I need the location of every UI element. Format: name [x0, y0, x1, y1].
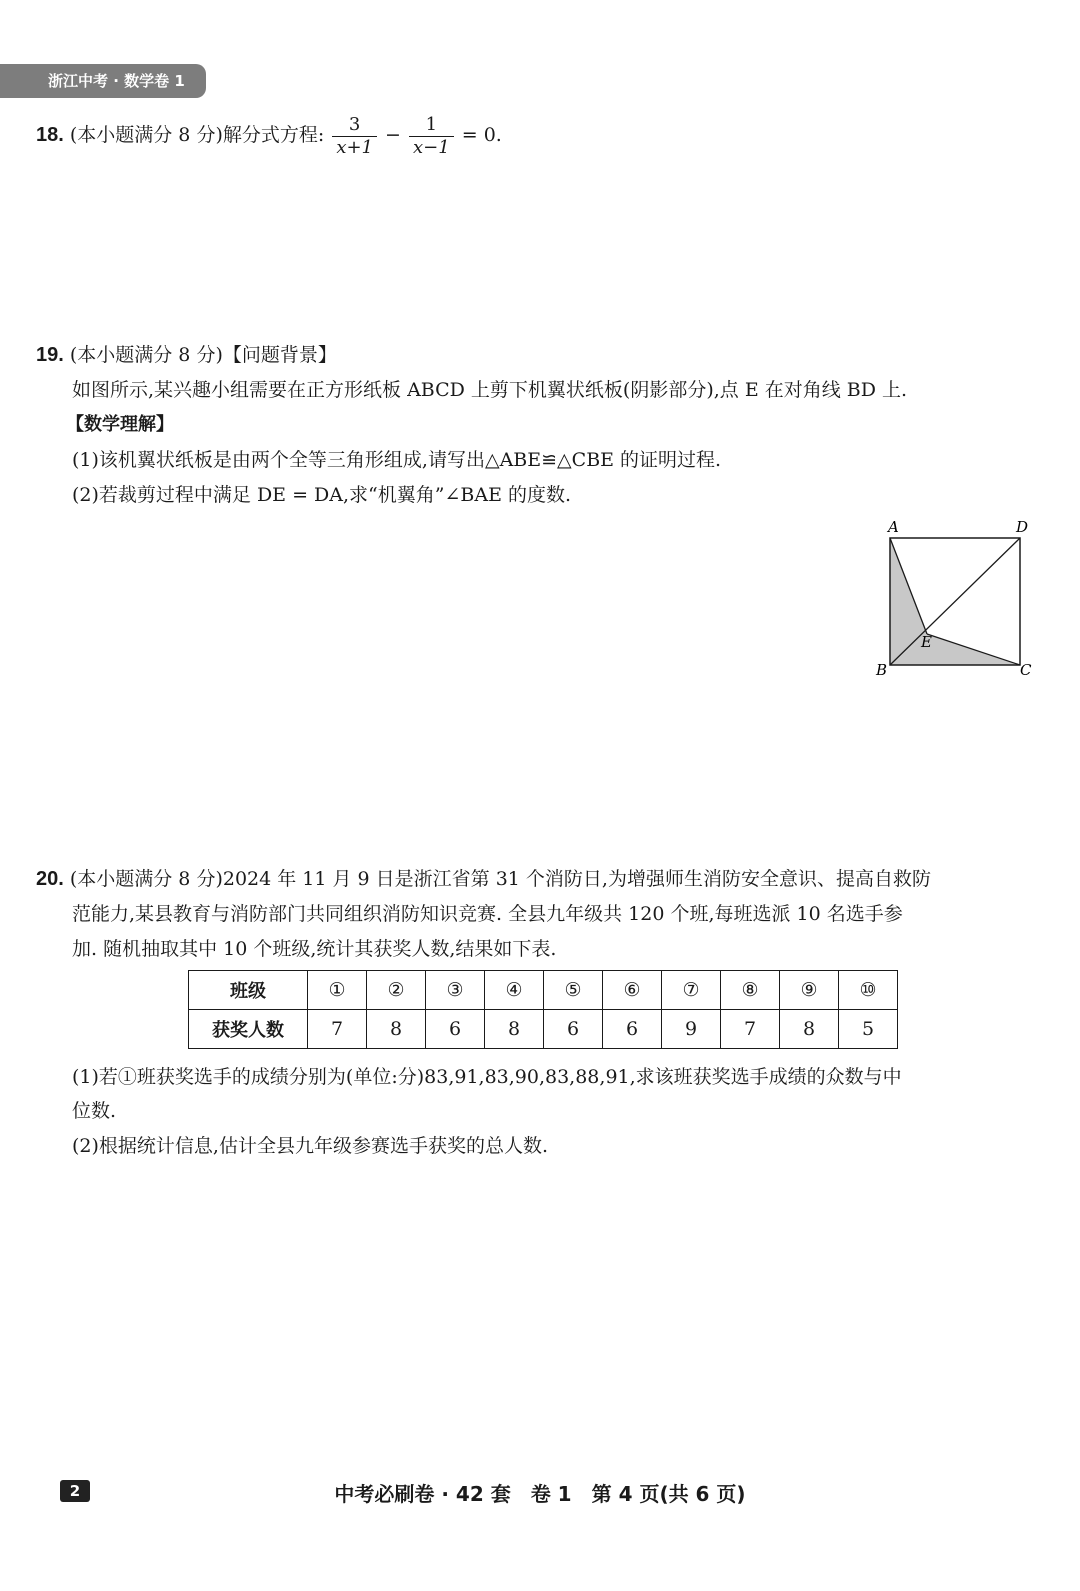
label-a: A: [888, 518, 899, 536]
table-cell: ⑦: [662, 971, 721, 1010]
label-b: B: [876, 661, 888, 679]
question-20-line1: [36, 867, 931, 891]
table-cell: ⑧: [721, 971, 780, 1010]
table-cell: 7: [721, 1010, 780, 1049]
page-badge: 2: [60, 1480, 90, 1502]
table-cell: ⑤: [544, 971, 603, 1010]
fraction-1-numerator: 3: [332, 114, 377, 137]
fraction-2: [409, 114, 454, 159]
label-d: D: [1016, 518, 1029, 536]
table-cell: ②: [367, 971, 426, 1010]
table-cell: ⑩: [839, 971, 898, 1010]
table-cell: ③: [426, 971, 485, 1010]
fraction-2-denominator: x−1: [413, 136, 450, 158]
label-c: C: [1020, 661, 1032, 679]
question-19-heading: (本小题满分 8 分)【问题背景】: [69, 344, 337, 366]
question-20-line3: 加. 随机抽取其中 10 个班级,统计其获奖人数,结果如下表.: [72, 938, 557, 960]
table-row-classes: [189, 971, 898, 1010]
question-number: 19.: [36, 344, 64, 366]
table-header-count: 获奖人数: [189, 1010, 308, 1049]
question-number: 20.: [36, 868, 64, 890]
footer-text: 中考必刷卷 · 42 套 卷 1 第 4 页(共 6 页): [334, 1482, 746, 1506]
table-cell: ④: [485, 971, 544, 1010]
question-18: [36, 110, 502, 160]
question-number: 18.: [36, 124, 64, 146]
table-cell: 5: [839, 1010, 898, 1049]
table-cell: ⑥: [603, 971, 662, 1010]
table-cell: 6: [426, 1010, 485, 1049]
fraction-2-numerator: 1: [409, 114, 454, 137]
table-cell: 6: [603, 1010, 662, 1049]
table-cell: 6: [544, 1010, 603, 1049]
fraction-1: [332, 114, 377, 159]
minus-sign: −: [385, 124, 401, 146]
question-20-line2: 范能力,某县教育与消防部门共同组织消防知识竞赛. 全县九年级共 120 个班,每班选派 10 名选手参: [72, 903, 903, 925]
label-e: E: [921, 633, 932, 651]
square-figure: [870, 515, 1040, 685]
table-cell: ①: [308, 971, 367, 1010]
award-table: [188, 970, 898, 1049]
header-tab: 浙江中考 · 数学卷 1: [0, 64, 206, 98]
equation-suffix: = 0.: [461, 124, 502, 146]
question-20-part2: (2)根据统计信息,估计全县九年级参赛选手获奖的总人数.: [72, 1135, 548, 1157]
table-cell: 8: [485, 1010, 544, 1049]
question-20-part1-cont: 位数.: [72, 1100, 117, 1122]
question-18-prefix: (本小题满分 8 分)解分式方程:: [69, 124, 325, 146]
table-cell: 8: [780, 1010, 839, 1049]
question-19-section: 【数学理解】: [66, 414, 174, 435]
table-cell: 8: [367, 1010, 426, 1049]
table-cell: ⑨: [780, 971, 839, 1010]
table-row-counts: [189, 1010, 898, 1049]
table-cell: 7: [308, 1010, 367, 1049]
question-20-text1: (本小题满分 8 分)2024 年 11 月 9 日是浙江省第 31 个消防日,为增强师生消防安全意识、提高自救防: [69, 868, 931, 890]
fraction-1-denominator: x+1: [336, 136, 373, 158]
question-20-part1: (1)若①班获奖选手的成绩分别为(单位:分)83,91,83,90,83,88,91,求该班获奖选手成绩的众数与中: [72, 1066, 902, 1088]
question-19-title: [36, 343, 337, 367]
question-19-part2: (2)若裁剪过程中满足 DE = DA,求“机翼角”∠BAE 的度数.: [72, 484, 572, 506]
table-header-class: 班级: [189, 971, 308, 1010]
table-cell: 9: [662, 1010, 721, 1049]
question-19-line1: 如图所示,某兴趣小组需要在正方形纸板 ABCD 上剪下机翼状纸板(阴影部分),点 E 在对角线 BD 上.: [72, 379, 908, 401]
question-19-part1: (1)该机翼状纸板是由两个全等三角形组成,请写出△ABE≌△CBE 的证明过程.: [72, 449, 722, 471]
